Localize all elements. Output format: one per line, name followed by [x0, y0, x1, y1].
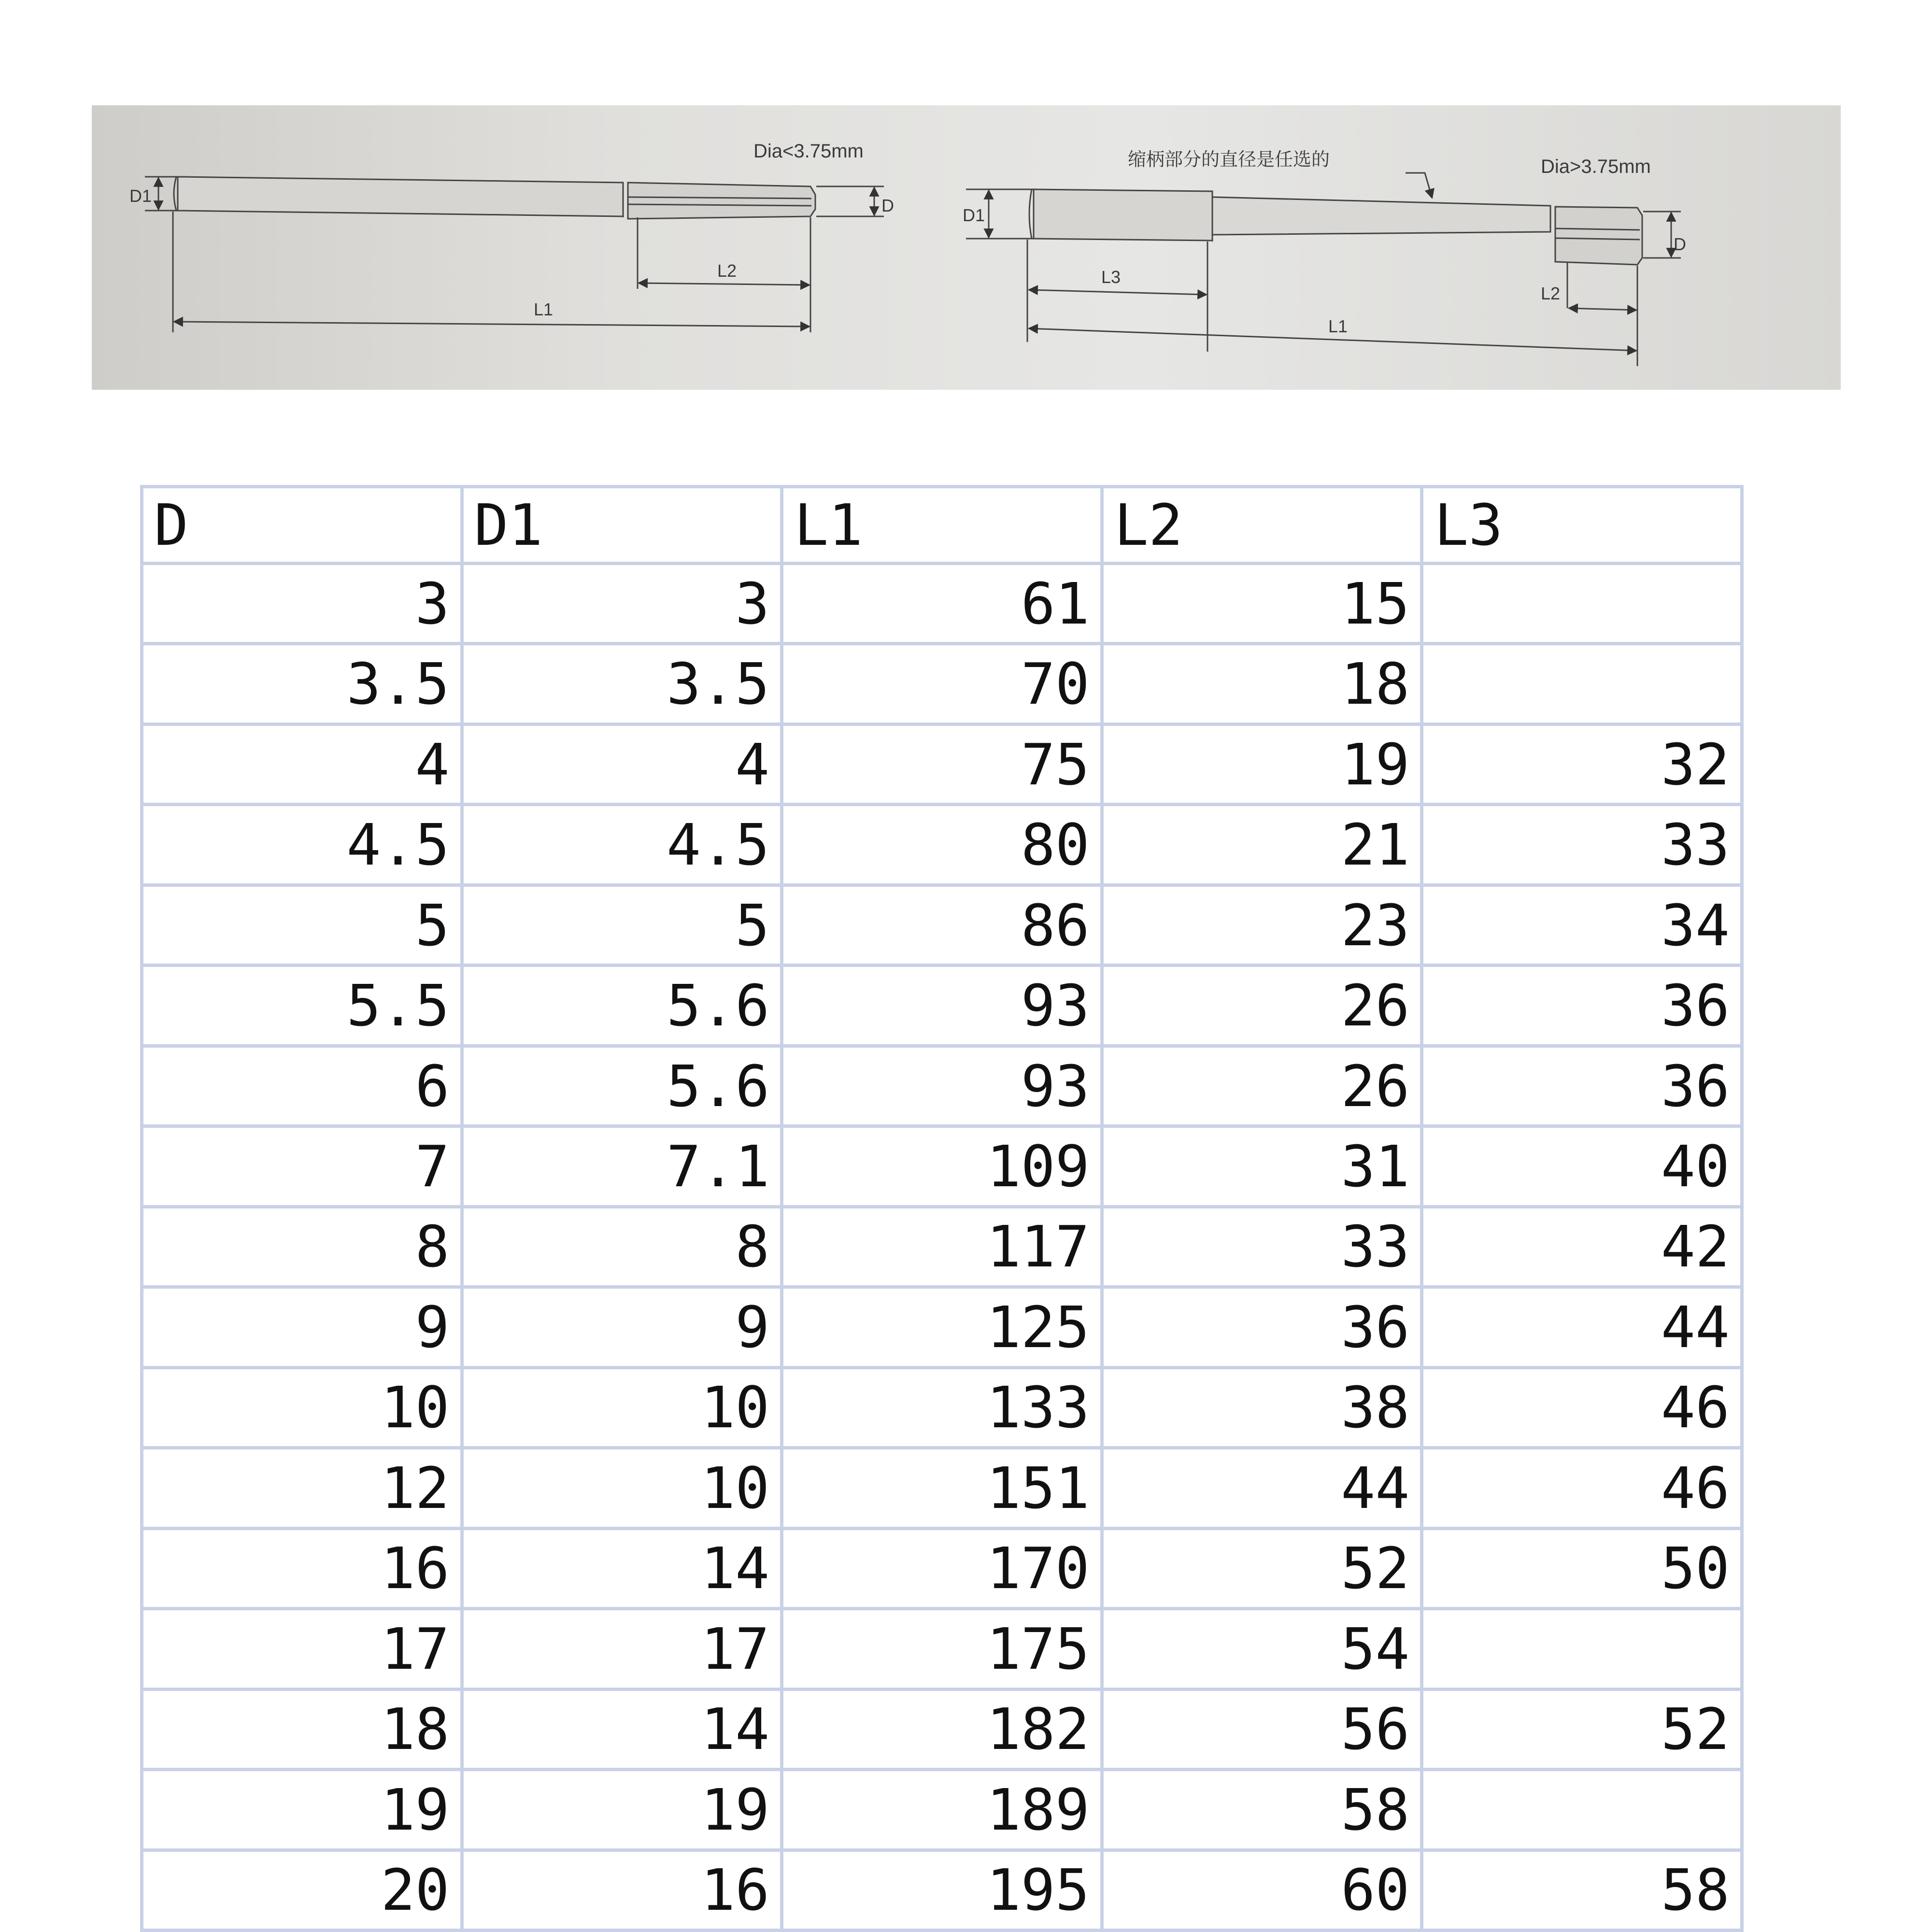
- large-reamer-figure: [966, 173, 1681, 366]
- table-cell: 36: [1102, 1287, 1422, 1367]
- table-cell: 20: [142, 1850, 462, 1931]
- table-cell: 33: [1422, 805, 1742, 885]
- table-cell: 26: [1102, 1046, 1422, 1126]
- table-cell: 5.6: [462, 1046, 782, 1126]
- table-cell: 52: [1102, 1528, 1422, 1608]
- table-cell: 93: [782, 966, 1102, 1046]
- table-cell: 58: [1422, 1850, 1742, 1931]
- table-cell: 182: [782, 1689, 1102, 1769]
- table-cell: 9: [462, 1287, 782, 1367]
- table-cell: 93: [782, 1046, 1102, 1126]
- table-cell: 33: [1102, 1207, 1422, 1287]
- small-l1-label: L1: [534, 299, 554, 319]
- table-cell: 80: [782, 805, 1102, 885]
- table-row: [142, 1367, 1742, 1448]
- table-row: [142, 1770, 1742, 1850]
- table-cell: 18: [1102, 644, 1422, 724]
- table-cell: 19: [462, 1770, 782, 1850]
- small-d1-label: D1: [129, 186, 152, 206]
- table-cell: 54: [1102, 1609, 1422, 1689]
- column-header: L1: [782, 487, 1102, 564]
- table-row: [142, 724, 1742, 804]
- table-row: [142, 1448, 1742, 1528]
- large-d-label: D: [1674, 234, 1686, 254]
- table-row: [142, 805, 1742, 885]
- table-cell: 5.6: [462, 966, 782, 1046]
- table-cell: 36: [1422, 1046, 1742, 1126]
- small-reamer-labels: [129, 141, 894, 319]
- reamer-drawing-panel: [92, 105, 1841, 390]
- table-cell: 23: [1102, 885, 1422, 965]
- table-cell: [1422, 1770, 1742, 1850]
- small-d-label: D: [881, 196, 894, 215]
- table-cell: 16: [142, 1528, 462, 1608]
- table-cell: 19: [1102, 724, 1422, 804]
- table-cell: 56: [1102, 1689, 1422, 1769]
- table-row: [142, 966, 1742, 1046]
- table-cell: 34: [1422, 885, 1742, 965]
- column-header: L3: [1422, 487, 1742, 564]
- table-cell: 3: [462, 564, 782, 644]
- table-cell: 50: [1422, 1528, 1742, 1608]
- table-header-row: [142, 487, 1742, 564]
- table-cell: 19: [142, 1770, 462, 1850]
- small-l2-label: L2: [717, 261, 737, 281]
- table-cell: 17: [462, 1609, 782, 1689]
- table-row: [142, 1689, 1742, 1769]
- table-cell: 151: [782, 1448, 1102, 1528]
- table-cell: 31: [1102, 1126, 1422, 1207]
- table-cell: 46: [1422, 1367, 1742, 1448]
- table-cell: 61: [782, 564, 1102, 644]
- large-dia-label: Dia>3.75mm: [1541, 156, 1651, 177]
- table-cell: 52: [1422, 1689, 1742, 1769]
- table-cell: 125: [782, 1287, 1102, 1367]
- table-cell: 14: [462, 1689, 782, 1769]
- table-row: [142, 564, 1742, 644]
- table-cell: 3.5: [142, 644, 462, 724]
- table-cell: 4: [142, 724, 462, 804]
- shank-note: 缩柄部分的直径是任选的: [1128, 150, 1330, 170]
- table-cell: 14: [462, 1528, 782, 1608]
- large-l2-label: L2: [1541, 284, 1561, 303]
- table-cell: 8: [462, 1207, 782, 1287]
- table-cell: [1422, 644, 1742, 724]
- column-header: D1: [462, 487, 782, 564]
- small-reamer-figure: [145, 177, 884, 332]
- table-cell: 21: [1102, 805, 1422, 885]
- dimension-table: [140, 485, 1744, 1932]
- large-d1-label: D1: [963, 205, 985, 225]
- table-cell: 75: [782, 724, 1102, 804]
- reamer-drawing: [92, 105, 1841, 390]
- table-cell: 5: [142, 885, 462, 965]
- table-cell: 46: [1422, 1448, 1742, 1528]
- table-row: [142, 1207, 1742, 1287]
- table-cell: 9: [142, 1287, 462, 1367]
- table-row: [142, 1850, 1742, 1931]
- table-cell: 109: [782, 1126, 1102, 1207]
- table-row: [142, 885, 1742, 965]
- table-cell: 5.5: [142, 966, 462, 1046]
- table-cell: 58: [1102, 1770, 1422, 1850]
- table-cell: 44: [1102, 1448, 1422, 1528]
- table-cell: 3.5: [462, 644, 782, 724]
- table-row: [142, 1126, 1742, 1207]
- table-cell: 18: [142, 1689, 462, 1769]
- table-cell: 38: [1102, 1367, 1422, 1448]
- column-header: D: [142, 487, 462, 564]
- small-dia-label: Dia<3.75mm: [753, 141, 864, 162]
- table-cell: 7: [142, 1126, 462, 1207]
- table-row: [142, 1609, 1742, 1689]
- table-cell: 170: [782, 1528, 1102, 1608]
- table-cell: 175: [782, 1609, 1102, 1689]
- table-cell: 26: [1102, 966, 1422, 1046]
- table-cell: 4.5: [142, 805, 462, 885]
- table-row: [142, 1046, 1742, 1126]
- column-header: L2: [1102, 487, 1422, 564]
- table-cell: 4.5: [462, 805, 782, 885]
- table-cell: [1422, 564, 1742, 644]
- table-cell: 15: [1102, 564, 1422, 644]
- table-cell: 6: [142, 1046, 462, 1126]
- table-cell: [1422, 1609, 1742, 1689]
- table-cell: 86: [782, 885, 1102, 965]
- table-row: [142, 644, 1742, 724]
- table-cell: 12: [142, 1448, 462, 1528]
- table-cell: 17: [142, 1609, 462, 1689]
- table-row: [142, 1528, 1742, 1608]
- table-cell: 117: [782, 1207, 1102, 1287]
- table-cell: 3: [142, 564, 462, 644]
- table-cell: 5: [462, 885, 782, 965]
- table-cell: 10: [142, 1367, 462, 1448]
- table-cell: 16: [462, 1850, 782, 1931]
- table-cell: 32: [1422, 724, 1742, 804]
- table-cell: 195: [782, 1850, 1102, 1931]
- table-cell: 44: [1422, 1287, 1742, 1367]
- table-cell: 8: [142, 1207, 462, 1287]
- table-cell: 7.1: [462, 1126, 782, 1207]
- table-cell: 189: [782, 1770, 1102, 1850]
- table-cell: 10: [462, 1448, 782, 1528]
- table-body: [142, 564, 1742, 1931]
- table-cell: 40: [1422, 1126, 1742, 1207]
- large-l1-label: L1: [1328, 316, 1348, 336]
- table-cell: 133: [782, 1367, 1102, 1448]
- table-row: [142, 1287, 1742, 1367]
- table-cell: 4: [462, 724, 782, 804]
- table-cell: 70: [782, 644, 1102, 724]
- large-l3-label: L3: [1101, 267, 1121, 287]
- table-cell: 60: [1102, 1850, 1422, 1931]
- table-cell: 10: [462, 1367, 782, 1448]
- table-cell: 42: [1422, 1207, 1742, 1287]
- table-cell: 36: [1422, 966, 1742, 1046]
